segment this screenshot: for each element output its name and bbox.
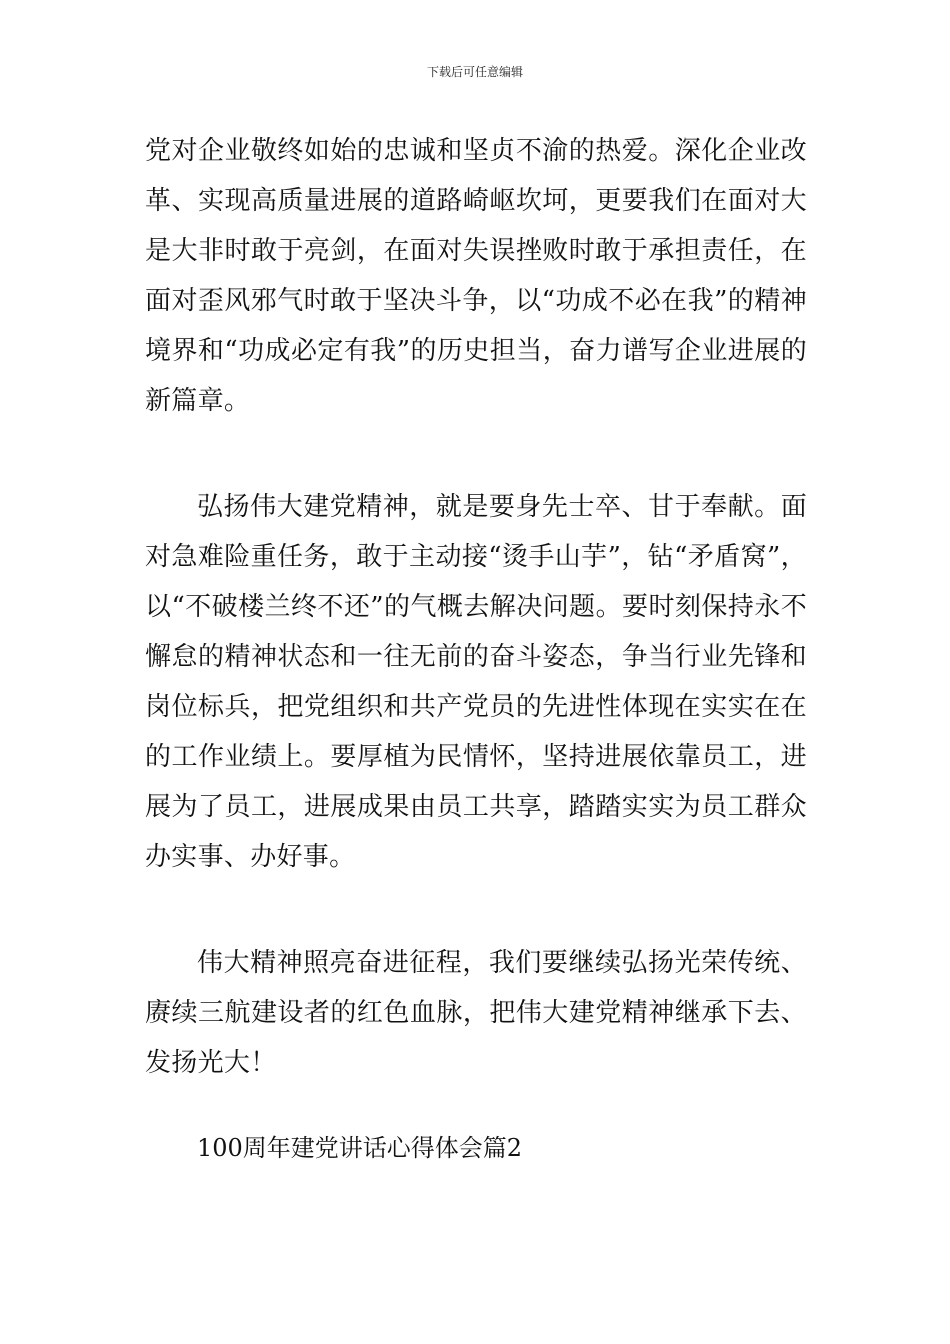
paragraph-2: 弘扬伟大建党精神，就是要身先士卒、甘于奉献。面对急难险重任务，敢于主动接“烫手山芋”，钻“矛盾窝”，以“不破楼兰终不还”的气概去解决问题。要时刻保持永不懈怠的精神状态和一往无前的奋斗姿态，争当行业先锋和岗位标兵，把党组织和共产党员的先进性体现在实实在在的工作业绩上。要厚植为民情怀，坚持进展依靠员工，进展为了员工，进展成果由员工共享，踏踏实实为员工群众办实事、办好事。 — [145, 492, 807, 872]
paragraph-1: 党对企业敬终如始的忠诚和坚贞不渝的热爱。深化企业改革、实现高质量进展的道路崎岖坎坷，更要我们在面对大是大非时敢于亮剑，在面对失误挫败时敢于承担责任，在面对歪风邪气时敢于坚决斗争，以“功成不必在我”的精神境界和“功成必定有我”的历史担当，奋力谱写企业进展的新篇章。 — [145, 136, 807, 416]
paragraph-3: 伟大精神照亮奋进征程，我们要继续弘扬光荣传统、赓续三航建设者的红色血脉，把伟大建党精神继承下去、发扬光大！ — [145, 948, 807, 1078]
page-header-note: 下载后可任意编辑 — [426, 65, 523, 79]
paragraph-spacer — [145, 882, 807, 938]
document-body — [145, 126, 807, 1170]
section-heading: 100周年建党讲话心得体会篇2 — [197, 1134, 523, 1162]
paragraph-spacer — [145, 1088, 807, 1126]
paragraph-spacer — [145, 426, 807, 482]
